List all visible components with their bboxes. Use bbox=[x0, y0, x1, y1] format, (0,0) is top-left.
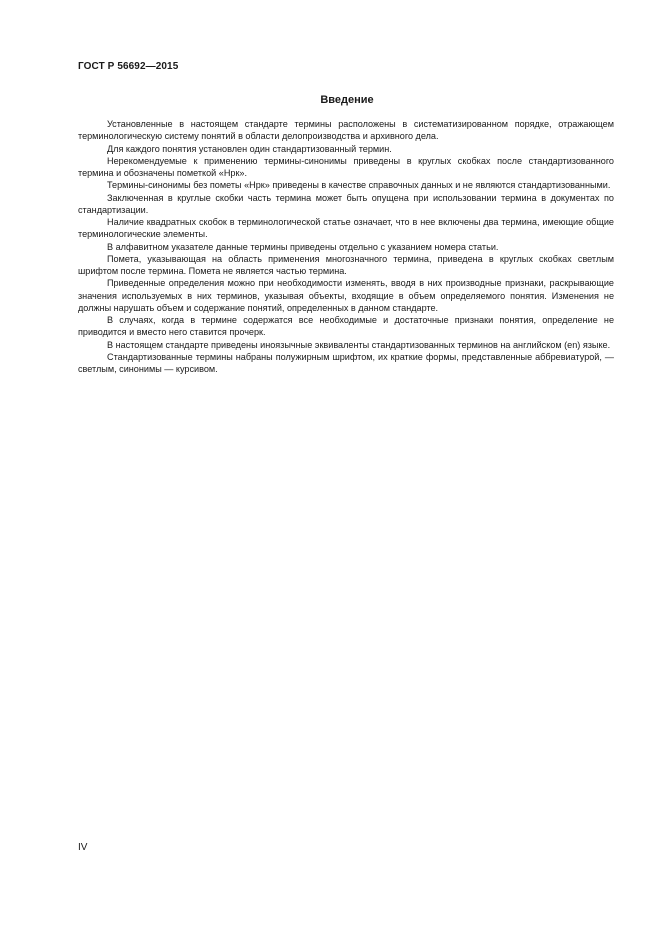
page-number: IV bbox=[78, 842, 88, 853]
paragraph: Для каждого понятия установлен один стандартизованный термин. bbox=[107, 143, 392, 154]
paragraph: В алфавитном указателе данные термины приведены отдельно с указанием номера статьи. bbox=[107, 241, 499, 252]
paragraph: В настоящем стандарте приведены иноязычные эквиваленты стандартизованных терминов на английском (en) языке. bbox=[107, 339, 611, 350]
paragraph: Наличие квадратных скобок в терминологической статье означает, что в нее включены два термина, имеющие общие терминологические элементы. bbox=[78, 217, 614, 240]
paragraph: Установленные в настоящем стандарте термины расположены в систематизированном порядке, отражающем терминологическую систему понятий в области делопроизводства и архивного дела. bbox=[78, 119, 614, 142]
paragraph: Помета, указывающая на область применения многозначного термина, приведена в круглых скобках светлым шрифтом после термина. Помета не является частью термина. bbox=[78, 253, 614, 276]
paragraph: Заключенная в круглые скобки часть термина может быть опущена при использовании термина в документах по стандартизации. bbox=[78, 192, 614, 215]
paragraph: В случаях, когда в термине содержатся все необходимые и достаточные признаки понятия, определение не приводится и вместо него ставится прочерк. bbox=[78, 315, 614, 338]
introduction-body bbox=[78, 118, 614, 375]
paragraph: Термины-синонимы без пометы «Нрк» приведены в качестве справочных данных и не являются стандартизованными. bbox=[107, 180, 611, 191]
section-title: Введение bbox=[320, 94, 374, 106]
paragraph: Нерекомендуемые к применению термины-синонимы приведены в круглых скобках после стандартизованного термина и обозначены пометкой «Нрк». bbox=[78, 155, 614, 178]
paragraph: Приведенные определения можно при необходимости изменять, вводя в них производные признаки, раскрывающие значения используемых в них терминов, указывая объекты, входящие в объем определяемого понятия. Изменения не должны нарушать объем и содержание понятий, определенных в данном стандарте. bbox=[78, 278, 614, 313]
paragraph: Стандартизованные термины набраны полужирным шрифтом, их краткие формы, представленные аббревиатурой, — светлым, синонимы — курсивом. bbox=[78, 351, 614, 374]
document-id-header: ГОСТ Р 56692—2015 bbox=[78, 61, 179, 72]
